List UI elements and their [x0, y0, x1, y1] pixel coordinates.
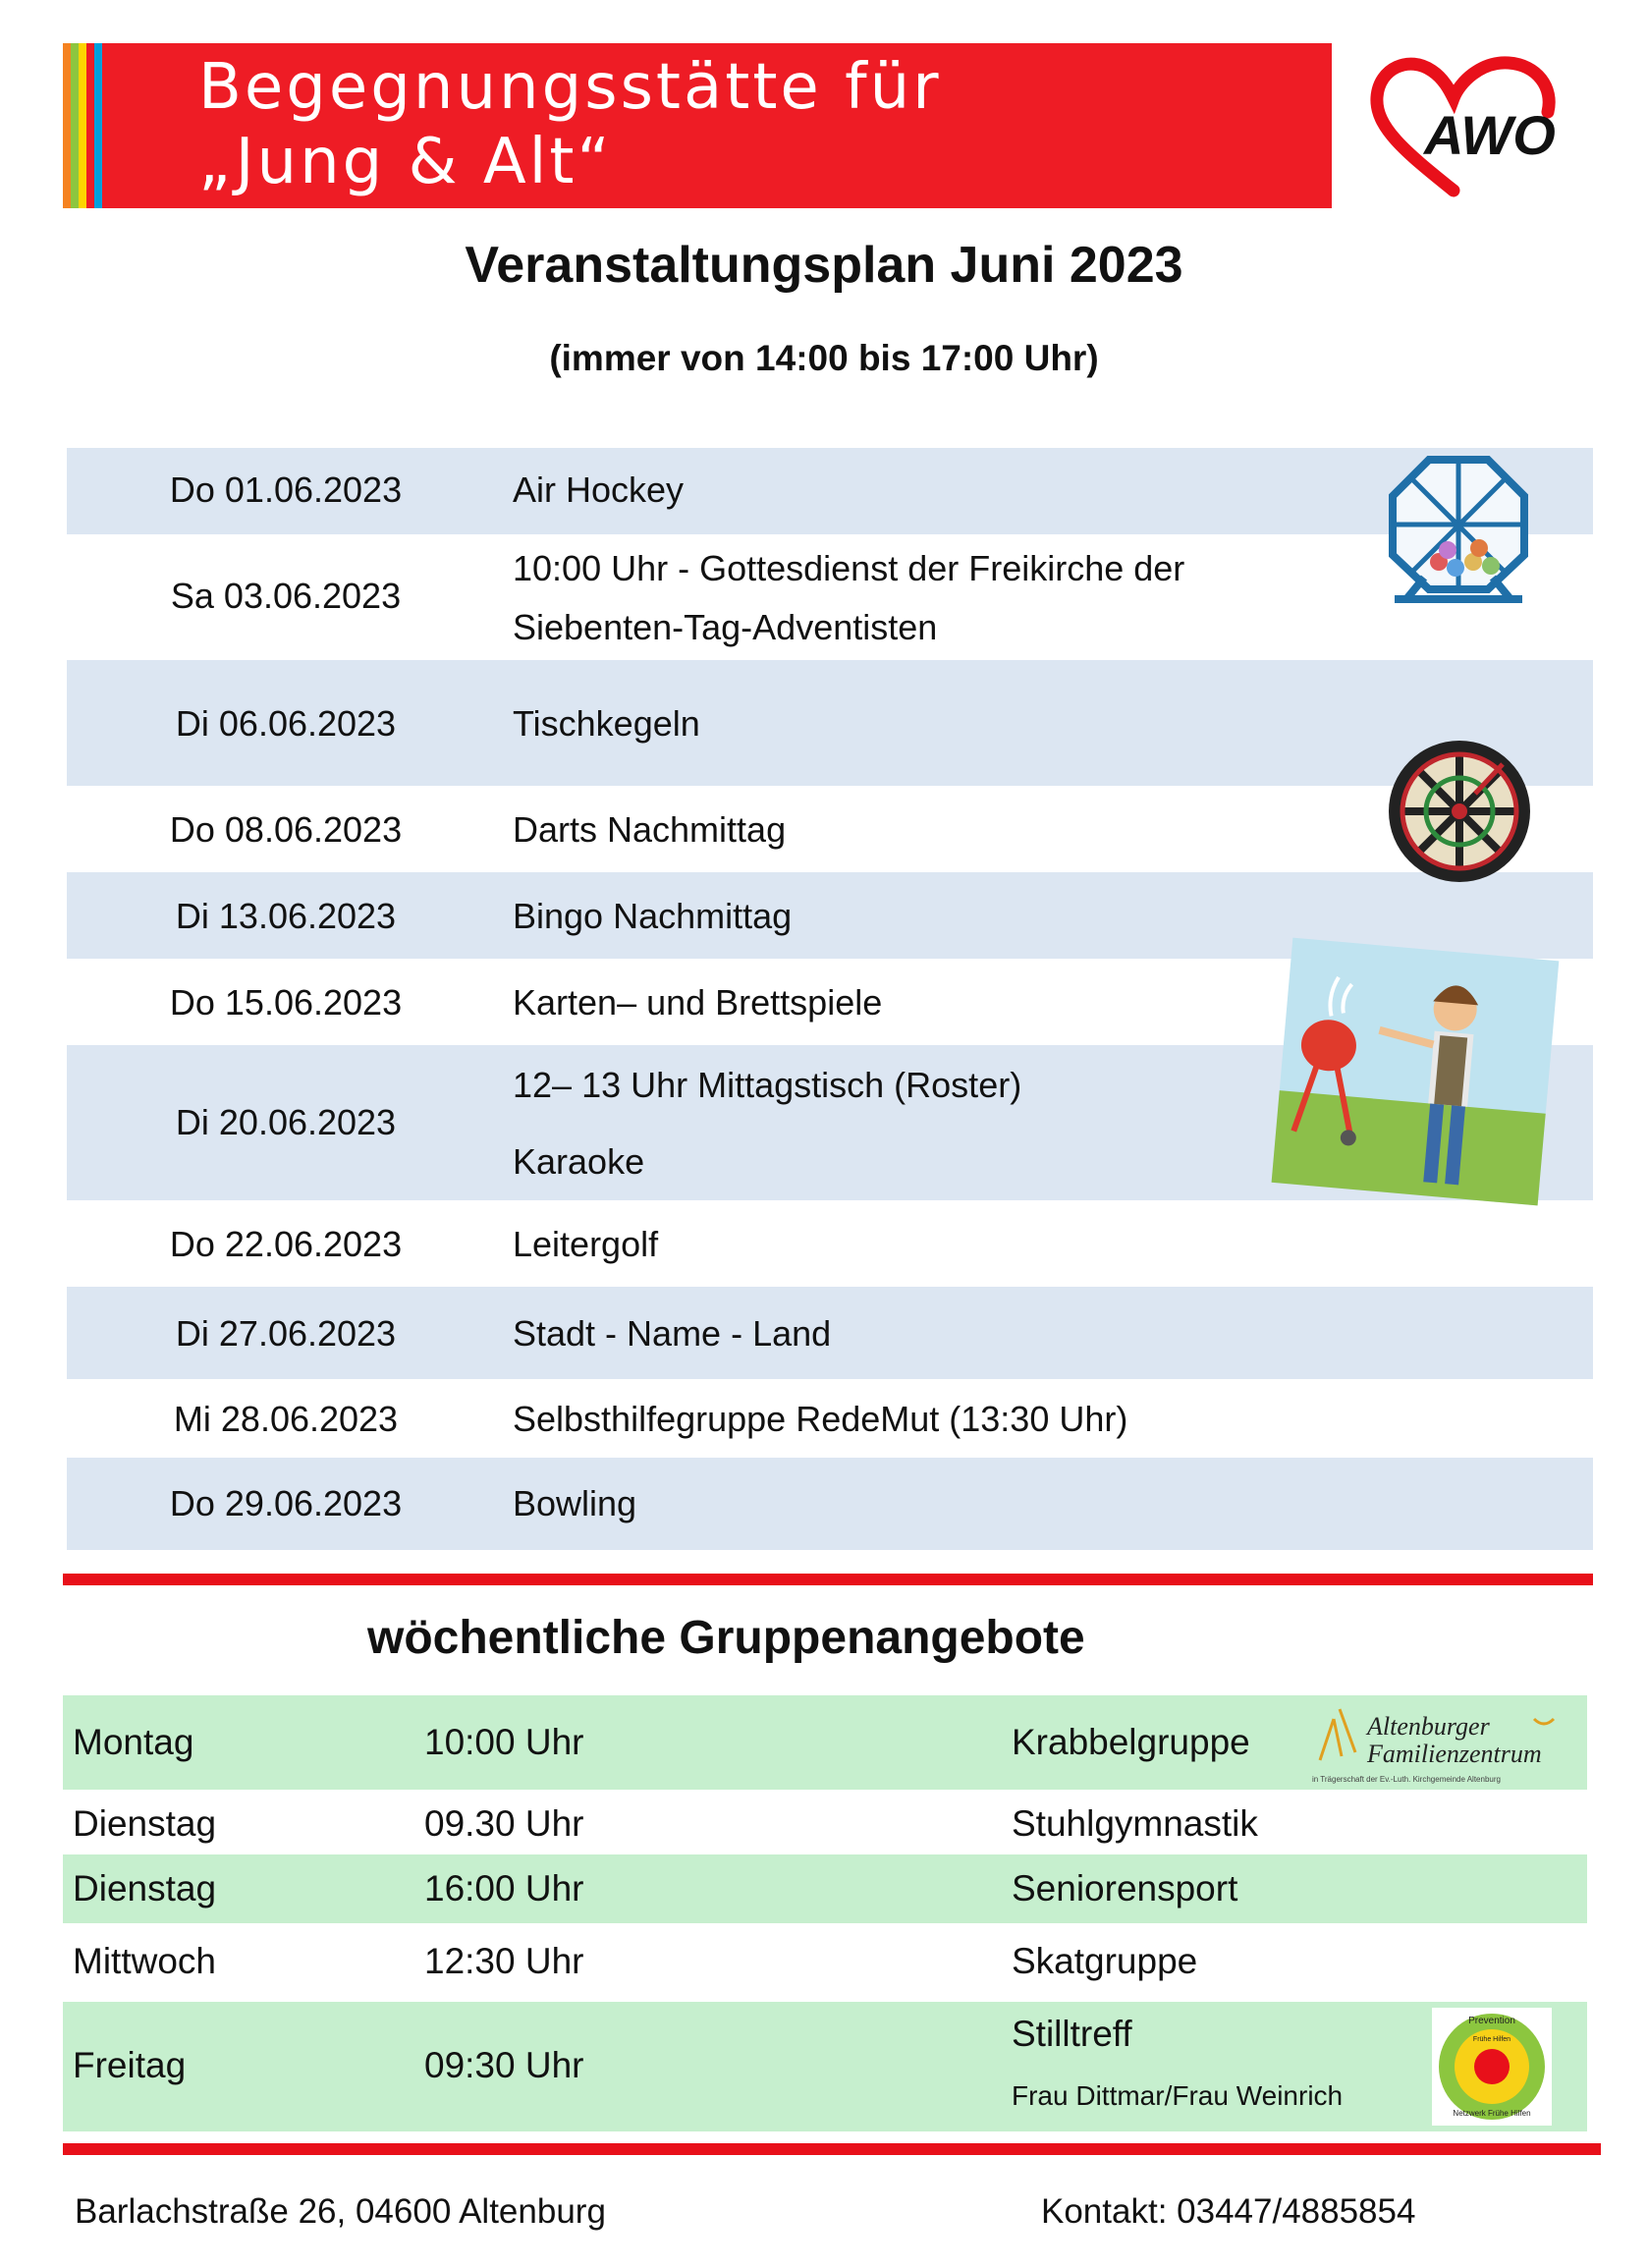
event-row: [67, 1379, 1593, 1458]
familienzentrum-logo-line1: Altenburger: [1367, 1712, 1490, 1741]
weekly-day: Mittwoch: [73, 1941, 216, 1981]
banner-stripe-orange: [63, 43, 71, 208]
event-title-line1: 10:00 Uhr - Gottesdienst der Freikirche der: [513, 548, 1185, 588]
familienzentrum-logo-line2: Familienzentrum: [1367, 1740, 1542, 1768]
event-row: [67, 786, 1593, 872]
weekly-activity: Stilltreff: [1012, 2014, 1132, 2054]
event-title-line2: Karaoke: [513, 1141, 645, 1182]
event-title: Bowling: [513, 1483, 637, 1523]
weekly-day: Dienstag: [73, 1868, 217, 1908]
weekly-row: [63, 1695, 1587, 1790]
bingo-drum-icon: [1385, 452, 1532, 607]
page-subtitle: (immer von 14:00 bis 17:00 Uhr): [549, 338, 1099, 378]
banner-stripe-green: [71, 43, 79, 208]
weekly-day: Montag: [73, 1722, 194, 1762]
awo-logo: [1365, 43, 1566, 208]
barbecue-illustration: [1267, 935, 1562, 1230]
awo-logo-text: AWO: [1424, 104, 1556, 166]
weekly-time: 09:30 Uhr: [424, 2045, 584, 2085]
weekly-row: [63, 1790, 1587, 1854]
banner-title-line2: „Jung & Alt“: [198, 126, 613, 198]
weekly-contact: Frau Dittmar/Frau Weinrich: [1012, 2080, 1344, 2111]
weekly-time: 16:00 Uhr: [424, 1868, 584, 1908]
event-date: Do 15.06.2023: [169, 982, 403, 1023]
divider-bottom: [63, 2143, 1601, 2155]
event-title-line2: Siebenten-Tag-Adventisten: [513, 607, 938, 647]
event-row: [67, 1458, 1593, 1550]
banner-title-line1: Begegnungsstätte für: [198, 51, 942, 124]
banner-stripe-blue: [94, 43, 102, 208]
event-title: Stadt - Name - Land: [513, 1313, 832, 1354]
event-date: Di 06.06.2023: [175, 703, 397, 744]
familienzentrum-logo: [1310, 1699, 1575, 1786]
footer-contact: Kontakt: 03447/4885854: [1041, 2192, 1416, 2231]
event-title-line1: 12– 13 Uhr Mittagstisch (Roster): [513, 1065, 1022, 1105]
familienzentrum-logo-small: in Trägerschaft der Ev.-Luth. Kirchgemeinde Altenburg: [1312, 1775, 1501, 1784]
event-date: Di 20.06.2023: [175, 1102, 397, 1142]
weekly-row: [63, 2002, 1587, 2131]
weekly-row: [63, 1854, 1587, 1923]
weekly-day: Dienstag: [73, 1803, 217, 1844]
event-date: Mi 28.06.2023: [173, 1399, 399, 1439]
weekly-time: 12:30 Uhr: [424, 1941, 584, 1981]
event-date: Do 29.06.2023: [169, 1483, 403, 1523]
dartboard-icon: [1385, 737, 1534, 886]
event-date: Do 22.06.2023: [169, 1224, 403, 1264]
page-title: Veranstaltungsplan Juni 2023: [465, 237, 1183, 294]
event-row: [67, 1287, 1593, 1379]
event-title: Air Hockey: [513, 470, 685, 510]
event-title: Tischkegeln: [513, 703, 700, 744]
banner-stripe-red: [86, 43, 94, 208]
weekly-row: [63, 1923, 1587, 2002]
footer-address: Barlachstraße 26, 04600 Altenburg: [75, 2192, 606, 2231]
weekly-activity: Stuhlgymnastik: [1012, 1803, 1258, 1844]
event-title: Selbsthilfegruppe RedeMut (13:30 Uhr): [513, 1399, 1128, 1439]
divider-top: [63, 1574, 1593, 1585]
event-row: [67, 660, 1593, 786]
banner-stripe-yellow: [79, 43, 86, 208]
event-row: [67, 448, 1593, 534]
prevention-logo: [1432, 2008, 1552, 2126]
event-date: Sa 03.06.2023: [170, 576, 402, 616]
event-title: Bingo Nachmittag: [513, 896, 793, 936]
weekly-activity: Skatgruppe: [1012, 1941, 1198, 1981]
event-date: Do 01.06.2023: [169, 470, 403, 510]
event-title: Leitergolf: [513, 1224, 659, 1264]
weekly-heading: wöchentliche Gruppenangebote: [367, 1612, 1085, 1664]
prevention-logo-top: Prevention: [1468, 2016, 1515, 2026]
prevention-logo-bottom: Netzwerk Frühe Hilfen: [1453, 2109, 1531, 2118]
event-date: Di 27.06.2023: [175, 1313, 397, 1354]
event-date: Do 08.06.2023: [169, 809, 403, 850]
weekly-day: Freitag: [73, 2045, 187, 2085]
event-title: Darts Nachmittag: [513, 809, 787, 850]
event-row: [67, 534, 1593, 660]
weekly-activity: Krabbelgruppe: [1012, 1722, 1250, 1762]
event-date: Di 13.06.2023: [175, 896, 397, 936]
weekly-activity: Seniorensport: [1012, 1868, 1238, 1908]
event-title: Karten– und Brettspiele: [513, 982, 883, 1023]
header-banner: [63, 43, 1332, 208]
weekly-time: 09.30 Uhr: [424, 1803, 584, 1844]
heart-icon: [1365, 43, 1566, 208]
prevention-logo-inner: Frühe Hilfen: [1472, 2036, 1511, 2043]
weekly-time: 10:00 Uhr: [424, 1722, 584, 1762]
